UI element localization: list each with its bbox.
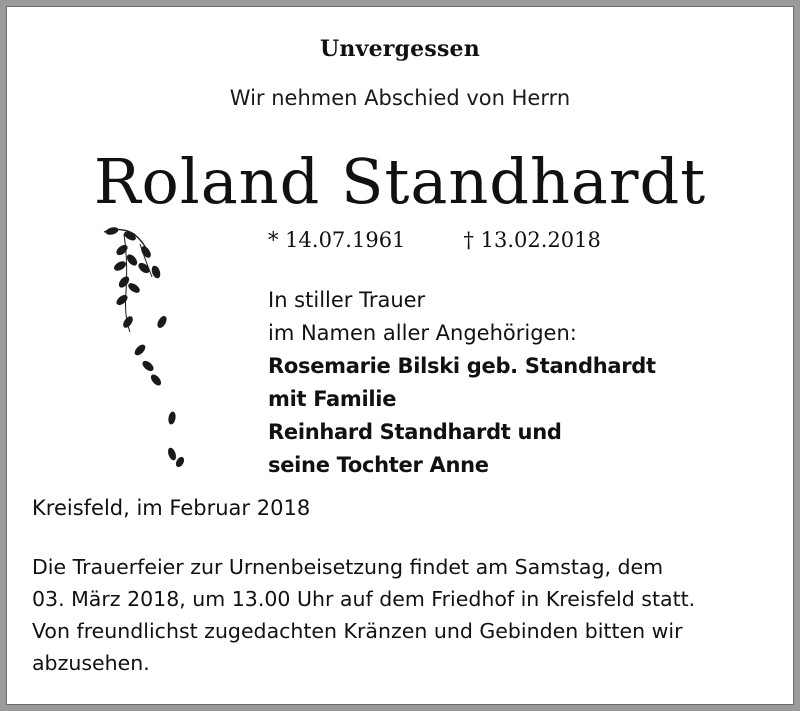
notice-line-2: 03. März 2018, um 13.00 Uhr auf dem Friedhof in Kreisfeld statt. [32,587,696,611]
mourners-line-2: im Namen aller Angehörigen: [268,321,577,345]
place-date: Kreisfeld, im Februar 2018 [32,496,311,520]
mourner-name-1: Rosemarie Bilski geb. Standhardt [268,354,656,378]
birch-branch-icon [100,222,200,477]
mourner-family: mit Familie [268,387,397,411]
notice-heading: Unvergessen [320,36,480,62]
mourner-name-2: Reinhard Standhardt und [268,420,562,444]
death-date: † 13.02.2018 [463,228,601,252]
deceased-name: Roland Standhardt [93,145,707,218]
mourners-block [268,284,656,482]
funeral-notice [32,551,782,679]
intro-line: Wir nehmen Abschied von Herrn [229,86,571,110]
birth-date: * 14.07.1961 [268,228,406,252]
notice-line-3: Von freundlichst zugedachten Kränzen und Gebinden bitten wir [32,619,683,643]
notice-line-4: abzusehen. [32,651,150,675]
notice-line-1: Die Trauerfeier zur Urnenbeisetzung findet am Samstag, dem [32,555,664,579]
mourners-line-1: In stiller Trauer [268,288,426,312]
life-dates [268,228,601,252]
mourner-name-3: seine Tochter Anne [268,453,489,477]
